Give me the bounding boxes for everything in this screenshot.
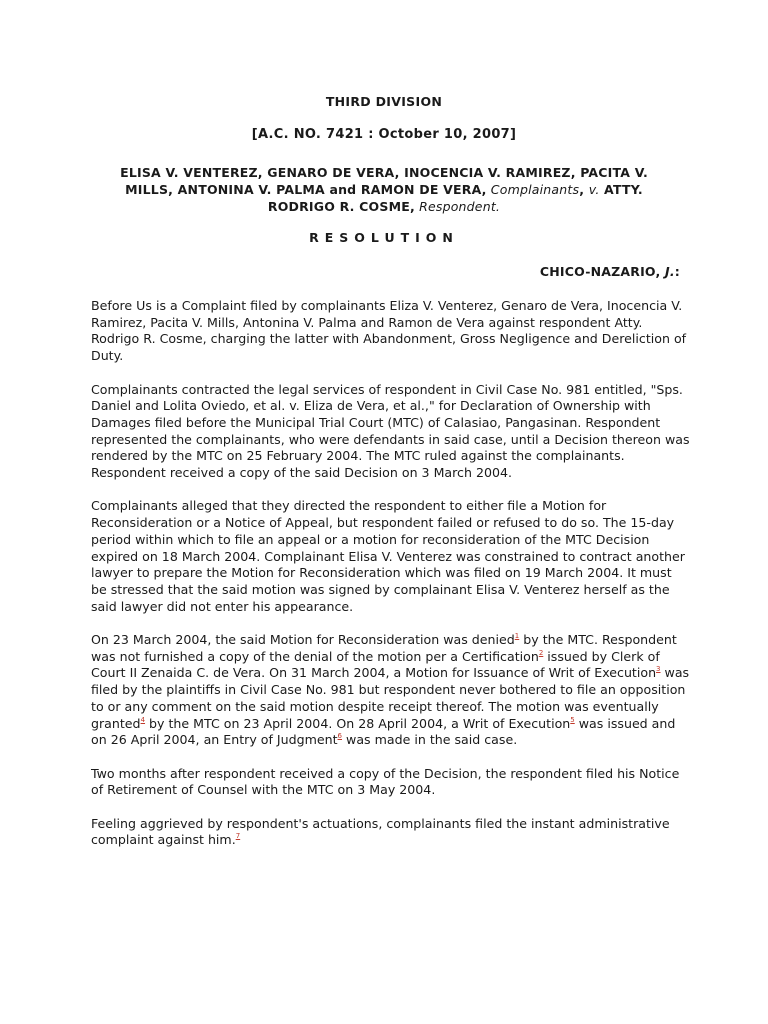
paragraph-4-text: by the MTC on 23 April 2004. On 28 April 2004, a Writ of Execution — [145, 715, 571, 731]
division-heading: THIRD DIVISION — [325, 94, 443, 109]
respondent-name: ATTY. RODRIGO R. COSME, — [267, 182, 643, 214]
paragraph-3: Complainants alleged that they directed the respondent to either file a Motion for Reconsideration or a Notice of Appeal, but respondent failed or refused to do so. The 15-day period within which to file an appeal or a motion for reconsideration of the MTC Decision expired on 18 March 2004. Complainant Elisa V. Venterez was constrained to contract another lawyer to prepare the Motion for Reconsideration which was filed on 19 March 2004. It must be stressed that the said motion was signed by complainant Elisa V. Venterez herself as the said lawyer did not enter his appearance. — [91, 498, 685, 614]
paragraph-1: Before Us is a Complaint filed by complainants Eliza V. Venterez, Genaro de Vera, Inocencia V. Ramirez, Pacita V. Mills, Antonina V. Palma and Ramon de Vera against respondent Atty. Rodrigo R. Cosme, charging the latter with Abandonment, Gross Negligence and Dereliction of Duty. — [91, 298, 687, 364]
footnote-link[interactable]: 2 — [538, 648, 544, 657]
parties-end: . — [495, 199, 501, 214]
footnote-link[interactable]: 4 — [140, 715, 146, 724]
ponente — [540, 264, 680, 279]
paragraph-6-text: Feeling aggrieved by respondent's actuations, complainants filed the instant administrative complaint against him. — [91, 815, 670, 848]
ponente-colon: : — [674, 264, 680, 279]
complainants-label: Complainants — [486, 182, 580, 197]
paragraph-4-text: On 23 March 2004, the said Motion for Reconsideration was denied — [91, 632, 515, 648]
paragraph-4-text: was made in the said case. — [342, 732, 518, 748]
paragraph-4-text: issued by Clerk of Court II Zenaida C. de Vera. On 31 March 2004, a Motion for Issuance of Writ of Execution — [91, 648, 660, 681]
ponente-name: CHICO-NAZARIO, — [539, 264, 665, 279]
case-number-heading: [A.C. NO. 7421 : October 10, 2007] — [251, 127, 517, 142]
paragraph-4-text: by the MTC. Respondent was not furnished a copy of the denial of the motion per a Certification — [91, 632, 677, 664]
complainants-names: ELISA V. VENTEREZ, GENARO DE VERA, INOCENCIA V. RAMIREZ, PACITA V. MILLS, ANTONINA V. PALMA and RAMON DE VERA, — [120, 165, 648, 197]
paragraph-5: Two months after respondent received a copy of the Decision, the respondent filed his Notice of Retirement of Counsel with the MTC on 3 May 2004. — [91, 765, 680, 798]
respondent-label: Respondent — [414, 199, 496, 214]
parties-separator: , — [579, 182, 589, 197]
paragraph-4-text: was filed by the plaintiffs in Civil Case No. 981 but respondent never bothered to file an opposition to or any comment on the said motion despite receipt thereof. The motion was eventually granted — [91, 665, 690, 731]
footnote-link[interactable]: 5 — [570, 715, 575, 724]
resolution-title: RESOLUTION — [309, 230, 459, 245]
footnote-link[interactable]: 3 — [656, 665, 661, 674]
paragraph-4-text: was issued and on 26 April 2004, an Entry of Judgment — [91, 715, 676, 748]
paragraph-4 — [91, 632, 691, 749]
resolution-body — [91, 298, 691, 866]
case-parties — [98, 164, 670, 215]
footnote-link[interactable]: 6 — [337, 732, 343, 741]
ponente-title: J. — [664, 264, 675, 279]
footnote-link[interactable]: 1 — [514, 632, 520, 641]
paragraph-2: Complainants contracted the legal services of respondent in Civil Case No. 981 entitled, "Sps. Daniel and Lolita Oviedo, et al. v. Eliza de Vera, et al.," for Declaration of Ownership with Damages filed before the Municipal Trial Court (MTC) of Calasiao, Pangasinan. Respondent represented the complainants, who were defendants in said case, until a Decision thereon was rendered by the MTC on 25 February 2004. The MTC ruled against the complainants. Respondent received a copy of the said Decision on 3 March 2004. — [91, 381, 690, 481]
footnote-link[interactable]: 7 — [235, 832, 241, 841]
versus-label: v. — [588, 182, 600, 197]
paragraph-6 — [91, 816, 691, 849]
